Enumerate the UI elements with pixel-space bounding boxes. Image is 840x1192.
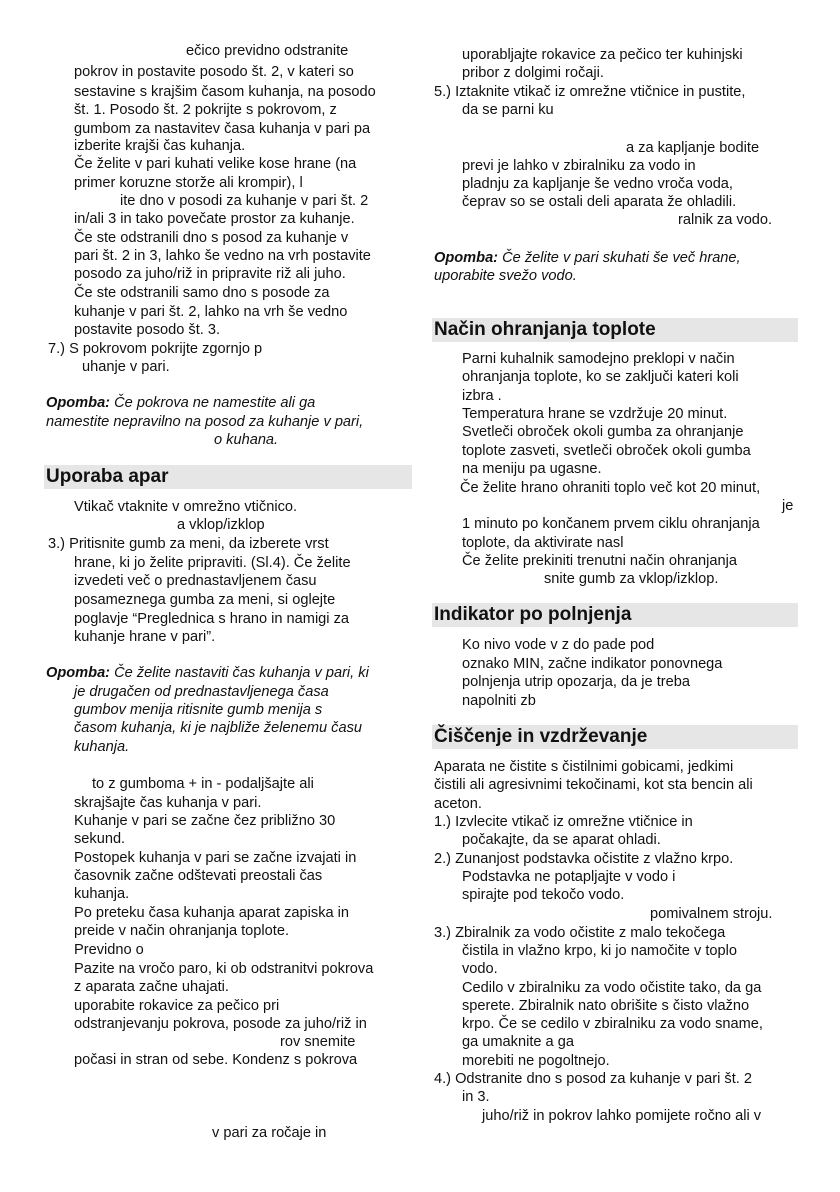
line-text: Če želite v pari kuhati velike kose hrane (na (74, 156, 357, 172)
text-line (462, 64, 604, 82)
line-text: kuhanje hrane v pari”. (74, 629, 216, 645)
text-line (462, 655, 722, 673)
text-line (462, 942, 737, 960)
line-text: 5.) Iztaknite vtikač iz omrežne vtičnice in pustite, (434, 84, 746, 100)
line-text: ečico previdno odstranite (186, 43, 349, 59)
text-line (74, 210, 355, 228)
text-line (74, 229, 348, 247)
section-heading: Uporaba apar (44, 465, 412, 489)
section-heading: Način ohranjanja toplote (432, 318, 798, 342)
text-line (74, 794, 261, 812)
line-text: uporabite svežo vodo. (434, 268, 577, 284)
text-line (462, 175, 733, 193)
line-text: krpo. Če se cedilo v zbiralniku za vodo sname, (462, 1016, 763, 1032)
text-line (186, 42, 348, 60)
text-line (74, 978, 229, 996)
text-line (92, 775, 314, 793)
text-line (782, 497, 793, 515)
text-line (74, 1015, 367, 1033)
line-text: previ je lahko v zbiralniku za vodo in (462, 158, 696, 174)
text-line (626, 139, 759, 157)
line-text: polnjenja utrip opozarja, da je treba (462, 674, 690, 690)
line-text: v pari za ročaje in (212, 1125, 327, 1141)
line-text: Podstavka ne potapljajte v vodo i (462, 869, 676, 885)
line-text: gumbov menija ritisnite gumb menija s (74, 702, 323, 718)
line-text: Če želite prekiniti trenutni način ohranjanja (462, 553, 738, 569)
text-line (120, 192, 368, 210)
text-line (434, 813, 693, 831)
text-line (462, 886, 624, 904)
text-line (462, 960, 498, 978)
line-text: odstranjevanju pokrova, posode za juho/riž in (74, 1016, 367, 1032)
note-label: Opomba: (46, 665, 111, 681)
text-line (462, 1015, 763, 1033)
text-line (74, 904, 349, 922)
text-line (434, 758, 733, 776)
line-text: 1 minuto po končanem prvem ciklu ohranjanja (462, 516, 760, 532)
text-line (74, 572, 317, 590)
note-line (46, 394, 315, 412)
text-line (74, 719, 362, 737)
note-label: Opomba: (46, 395, 111, 411)
text-line (74, 137, 245, 155)
text-line (74, 1051, 357, 1069)
line-text: Če želite nastaviti čas kuhanja v pari, ki (110, 665, 369, 681)
line-text: Pazite na vročo paro, ki ob odstranitvi pokrova (74, 961, 374, 977)
text-line (462, 460, 602, 478)
text-line (74, 997, 279, 1015)
line-text: čistili ali agresivnimi tekočinami, kot sta bencin ali (434, 777, 753, 793)
line-text: kuhanja. (74, 739, 130, 755)
text-line (462, 534, 623, 552)
line-text: Cedilo v zbiralniku za vodo očistite tako, da ga (462, 980, 762, 996)
text-line (280, 1033, 355, 1051)
line-text: toplote zasveti, svetleči obroček okoli gumba (462, 443, 751, 459)
text-line (74, 101, 337, 119)
line-text: a vklop/izklop (177, 517, 265, 533)
line-text: Če želite v pari skuhati še več hrane, (498, 250, 741, 266)
line-text: čeprav so se ostali deli aparata že ohladili. (462, 194, 737, 210)
text-line (214, 431, 278, 449)
line-text: 7.) S pokrovom pokrijte zgornjo p (48, 341, 263, 357)
line-text: Parni kuhalnik samodejno preklopi v način (462, 351, 735, 367)
text-line (460, 479, 760, 497)
line-text: kuhanje v pari št. 2, lahko na vrh še vedno (74, 304, 348, 320)
line-text: Vtikač vtaknite v omrežno vtičnico. (74, 499, 298, 515)
text-line (74, 498, 297, 516)
text-line (434, 795, 482, 813)
text-line (462, 1033, 574, 1051)
line-text: 4.) Odstranite dno s posod za kuhanje v pari št. 2 (434, 1071, 752, 1087)
text-line (462, 423, 744, 441)
text-line (462, 101, 554, 119)
text-line (74, 321, 220, 339)
line-text: rov snemite (280, 1034, 356, 1050)
line-text: napolniti zb (462, 693, 536, 709)
line-text: časom kuhanja, ki je najbliže želenemu času (74, 720, 362, 736)
text-line (462, 46, 743, 64)
line-text: skrajšajte čas kuhanja v pari. (74, 795, 262, 811)
text-line (74, 265, 346, 283)
line-text: ga umaknite a ga (462, 1034, 574, 1050)
line-text: Po preteku časa kuhanja aparat zapiska in (74, 905, 350, 921)
line-text: ite dno v posodi za kuhanje v pari št. 2 (120, 193, 369, 209)
text-line (74, 83, 376, 101)
text-line (212, 1124, 326, 1142)
text-line (74, 63, 354, 81)
text-line (74, 628, 215, 646)
text-line (482, 1107, 761, 1125)
text-line (46, 413, 363, 431)
text-line (462, 405, 727, 423)
text-line (462, 1052, 610, 1070)
note-line (434, 249, 741, 267)
line-text: o kuhana. (214, 432, 279, 448)
text-line (434, 850, 733, 868)
line-text: primer koruzne storže ali krompir), l (74, 175, 303, 191)
section-heading: Indikator po polnjenja (432, 603, 798, 627)
text-line (74, 941, 144, 959)
line-text: snite gumb za vklop/izklop. (544, 571, 719, 587)
text-line (434, 1070, 752, 1088)
text-line (462, 368, 739, 386)
text-line (74, 610, 349, 628)
text-line (462, 831, 661, 849)
line-text: je drugačen od prednastavljenega časa (74, 684, 329, 700)
line-text: počasi in stran od sebe. Kondenz s pokrova (74, 1052, 358, 1068)
note-line (46, 664, 369, 682)
line-text: namestite nepravilno na posod za kuhanje v pari, (46, 414, 364, 430)
line-text: izberite krajši čas kuhanja. (74, 138, 246, 154)
line-text: oznako MIN, začne indikator ponovnega (462, 656, 723, 672)
line-text: sekund. (74, 831, 126, 847)
note-label: Opomba: (434, 250, 499, 266)
line-text: postavite posodo št. 3. (74, 322, 221, 338)
line-text: Ko nivo vode v z do pade pod (462, 637, 655, 653)
line-text: Če ste odstranili dno s posod za kuhanje v (74, 230, 349, 246)
text-line (74, 303, 347, 321)
text-line (434, 924, 725, 942)
line-text: uporabljajte rokavice za pečico ter kuhinjski (462, 47, 743, 63)
line-text: 2.) Zunanjost podstavka očistite z vlažno krpo. (434, 851, 734, 867)
line-text: uporabite rokavice za pečico pri (74, 998, 280, 1014)
text-line (462, 350, 735, 368)
text-line (74, 830, 125, 848)
text-line (74, 960, 373, 978)
line-text: pokrov in postavite posodo št. 2, v kateri so (74, 64, 354, 80)
text-line (74, 701, 322, 719)
text-line (544, 570, 718, 588)
text-line (74, 247, 371, 265)
text-line (462, 997, 749, 1015)
line-text: spirajte pod tekočo vodo. (462, 887, 625, 903)
line-text: 1.) Izvlecite vtikač iz omrežne vtičnice in (434, 814, 693, 830)
text-line (462, 692, 536, 710)
text-line (462, 636, 654, 654)
line-text: čistila in vlažno krpo, ki jo namočite v toplo (462, 943, 737, 959)
line-text: Svetleči obroček okoli gumba za ohranjanje (462, 424, 744, 440)
text-line (177, 516, 265, 534)
text-line (462, 1088, 490, 1106)
line-text: da se parni ku (462, 102, 554, 118)
line-text: Če pokrova ne namestite ali ga (110, 395, 316, 411)
text-line (74, 867, 322, 885)
line-text: Kuhanje v pari se začne čez približno 30 (74, 813, 336, 829)
line-text: posameznega gumba za meni, si oglejte (74, 592, 336, 608)
text-line (48, 535, 329, 553)
text-line (678, 211, 772, 229)
line-text: morebiti ne pogoltnejo. (462, 1053, 610, 1069)
line-text: Aparata ne čistite s čistilnimi gobicami, jedkimi (434, 759, 734, 775)
line-text: pari št. 2 in 3, lahko še vedno na vrh postavite (74, 248, 371, 264)
text-line (74, 922, 289, 940)
section-heading: Čiščenje in vzdrževanje (432, 725, 798, 749)
text-line (462, 552, 737, 570)
text-line (74, 849, 356, 867)
line-text: je (782, 498, 794, 514)
line-text: časovnik začne odštevati preostali čas (74, 868, 323, 884)
line-text: Če ste odstranili samo dno s posode za (74, 285, 330, 301)
line-text: pribor z dolgimi ročaji. (462, 65, 604, 81)
text-line (462, 515, 760, 533)
text-line (74, 591, 335, 609)
line-text: Temperatura hrane se vzdržuje 20 minut. (462, 406, 728, 422)
text-line (462, 157, 696, 175)
text-line (434, 83, 745, 101)
line-text: gumbom za nastavitev časa kuhanja v pari pa (74, 121, 371, 137)
text-line (74, 885, 129, 903)
line-text: 3.) Pritisnite gumb za meni, da izberete vrst (48, 536, 329, 552)
line-text: sperete. Zbiralnik nato obrišite s čisto vlažno (462, 998, 750, 1014)
line-text: pladnju za kapljanje še vedno vroča voda, (462, 176, 733, 192)
line-text: hrane, ki jo želite pripraviti. (Sl.4). Če želite (74, 555, 351, 571)
text-line (82, 358, 170, 376)
line-text: izvedeti več o prednastavljenem času (74, 573, 317, 589)
line-text: aceton. (434, 796, 482, 812)
line-text: Previdno o (74, 942, 144, 958)
line-text: na meniju pa ugasne. (462, 461, 602, 477)
line-text: posodo za juho/riž in pripravite riž ali juho. (74, 266, 346, 282)
line-text: Če želite hrano ohraniti toplo več kot 20 minut, (460, 480, 761, 496)
line-text: vodo. (462, 961, 498, 977)
line-text: in/ali 3 in tako povečate prostor za kuhanje. (74, 211, 355, 227)
text-line (462, 979, 761, 997)
text-line (48, 340, 262, 358)
text-line (462, 868, 675, 886)
line-text: in 3. (462, 1089, 490, 1105)
text-line (434, 267, 577, 285)
line-text: poglavje “Preglednica s hrano in namigi za (74, 611, 350, 627)
line-text: sestavine s krajšim časom kuhanja, na posodo (74, 84, 376, 100)
line-text: to z gumboma + in - podaljšajte ali (92, 776, 314, 792)
line-text: toplote, da aktivirate nasl (462, 535, 624, 551)
line-text: a za kapljanje bodite (626, 140, 760, 156)
text-line (74, 554, 351, 572)
text-line (650, 905, 772, 923)
line-text: preide v način ohranjanja toplote. (74, 923, 290, 939)
line-text: počakajte, da se aparat ohladi. (462, 832, 661, 848)
line-text: ralnik za vodo. (678, 212, 773, 228)
text-line (462, 193, 736, 211)
text-line (462, 673, 690, 691)
line-text: z aparata začne uhajati. (74, 979, 229, 995)
text-line (74, 155, 356, 173)
text-line (74, 174, 303, 192)
line-text: 3.) Zbiralnik za vodo očistite z malo tekočega (434, 925, 726, 941)
line-text: pomivalnem stroju. (650, 906, 773, 922)
line-text: kuhanja. (74, 886, 130, 902)
text-line (74, 120, 370, 138)
line-text: št. 1. Posodo št. 2 pokrijte s pokrovom, z (74, 102, 337, 118)
text-line (74, 683, 329, 701)
line-text: Postopek kuhanja v pari se začne izvajati in (74, 850, 357, 866)
text-line (74, 812, 335, 830)
text-line (434, 776, 753, 794)
line-text: izbra . (462, 388, 502, 404)
text-line (462, 442, 751, 460)
text-line (74, 284, 330, 302)
text-line (74, 738, 129, 756)
line-text: ohranjanja toplote, ko se zaključi kateri koli (462, 369, 739, 385)
text-line (462, 387, 502, 405)
line-text: uhanje v pari. (82, 359, 170, 375)
line-text: juho/riž in pokrov lahko pomijete ročno ali v (482, 1108, 762, 1124)
